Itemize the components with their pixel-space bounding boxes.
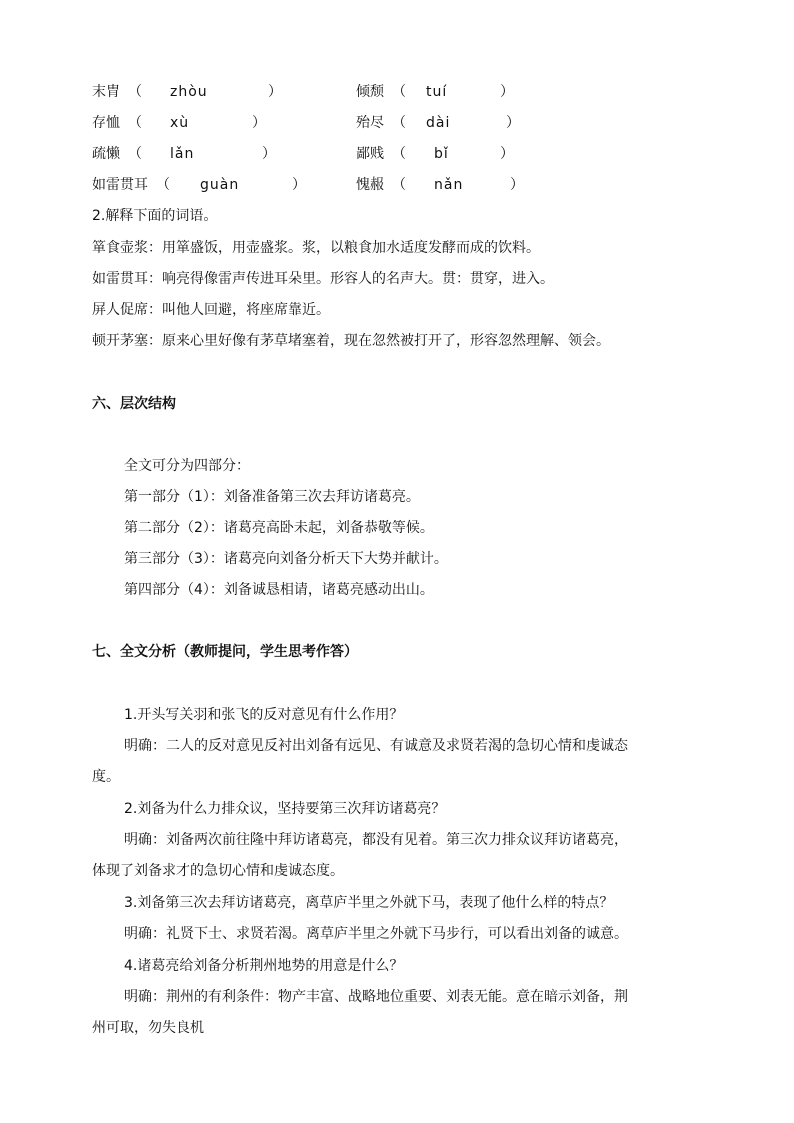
pinyin-text: bǐ [434,146,449,162]
answer-line: 州可取，勿失良机 [92,1020,204,1036]
pinyin-text: tuí [426,84,448,100]
pinyin-word: 疏懒 [92,146,120,162]
answer-line: 明确：荆州的有利条件：物产丰富、战略地位重要、刘表无能。意在暗示刘备，荆 [124,989,628,1005]
answer-line: 体现了刘备求才的急切心情和虔诚态度。 [92,863,344,879]
pinyin-close-paren: ） [506,115,520,131]
pinyin-open-paren: （ [392,146,406,162]
structure-part: 第四部分（4）：刘备诚恳相请，诸葛亮感动出山。 [124,582,434,598]
pinyin-word: 倾颓 [356,84,384,100]
pinyin-text: dài [426,115,451,131]
pinyin-close-paren: ） [292,177,306,193]
answer-line: 明确：礼贤下士、求贤若渴。离草庐半里之外就下马步行，可以看出刘备的诚意。 [124,926,628,942]
pinyin-text: guàn [200,177,240,193]
pinyin-word: 愧赧 [356,177,384,193]
answer-line: 明确：刘备两次前往隆中拜访诸葛亮，都没有见着。第三次力排众议拜访诸葛亮， [124,832,628,848]
pinyin-close-paren: ） [262,146,276,162]
definition-item: 如雷贯耳：响亮得像雷声传进耳朵里。形容人的名声大。贯：贯穿，进入。 [92,271,554,287]
pinyin-open-paren: （ [156,177,170,193]
pinyin-close-paren: ） [268,84,282,100]
structure-part: 第一部分（1）：刘备准备第三次去拜访诸葛亮。 [124,489,420,505]
pinyin-word: 存恤 [92,115,120,131]
pinyin-open-paren: （ [128,146,142,162]
section6-heading: 六、层次结构 [92,396,176,412]
definition-item: 箪食壶浆：用箪盛饭，用壶盛浆。浆，以粮食加水适度发酵而成的饮料。 [92,240,540,256]
question: 3.刘备第三次去拜访诸葛亮，离草庐半里之外就下马，表现了他什么样的特点？ [124,895,614,911]
pinyin-text: xù [170,115,190,131]
answer-line: 明确：二人的反对意见反衬出刘备有远见、有诚意及求贤若渴的急切心情和虔诚态 [124,738,628,754]
structure-part: 第二部分（2）：诸葛亮高卧未起，刘备恭敬等候。 [124,520,434,536]
pinyin-word: 如雷贯耳 [92,177,148,193]
question: 1.开头写关羽和张飞的反对意见有什么作用？ [124,707,404,723]
pinyin-word: 末胄 [92,84,120,100]
answer-line: 度。 [92,769,120,785]
section6-intro: 全文可分为四部分： [124,458,250,474]
pinyin-open-paren: （ [392,84,406,100]
pinyin-open-paren: （ [392,115,406,131]
pinyin-word: 殆尽 [356,115,384,131]
section2-title: 2.解释下面的词语。 [92,208,218,224]
pinyin-close-paren: ） [500,146,514,162]
pinyin-text: zhòu [170,84,208,100]
pinyin-text: lǎn [170,146,195,162]
pinyin-close-paren: ） [252,115,266,131]
structure-part: 第三部分（3）：诸葛亮向刘备分析天下大势并献计。 [124,551,448,567]
pinyin-text: nǎn [434,177,464,193]
pinyin-close-paren: ） [500,84,514,100]
pinyin-open-paren: （ [128,115,142,131]
question: 2.刘备为什么力排众议，坚持要第三次拜访诸葛亮？ [124,801,446,817]
definition-item: 顿开茅塞：原来心里好像有茅草堵塞着，现在忽然被打开了，形容忽然理解、领会。 [92,333,610,349]
definition-item: 屏人促席：叫他人回避，将座席靠近。 [92,302,330,318]
question: 4.诸葛亮给刘备分析荆州地势的用意是什么？ [124,958,404,974]
pinyin-open-paren: （ [392,177,406,193]
pinyin-close-paren: ） [510,177,524,193]
pinyin-word: 鄙贱 [356,146,384,162]
section7-heading: 七、全文分析（教师提问，学生思考作答） [92,644,358,660]
pinyin-open-paren: （ [128,84,142,100]
